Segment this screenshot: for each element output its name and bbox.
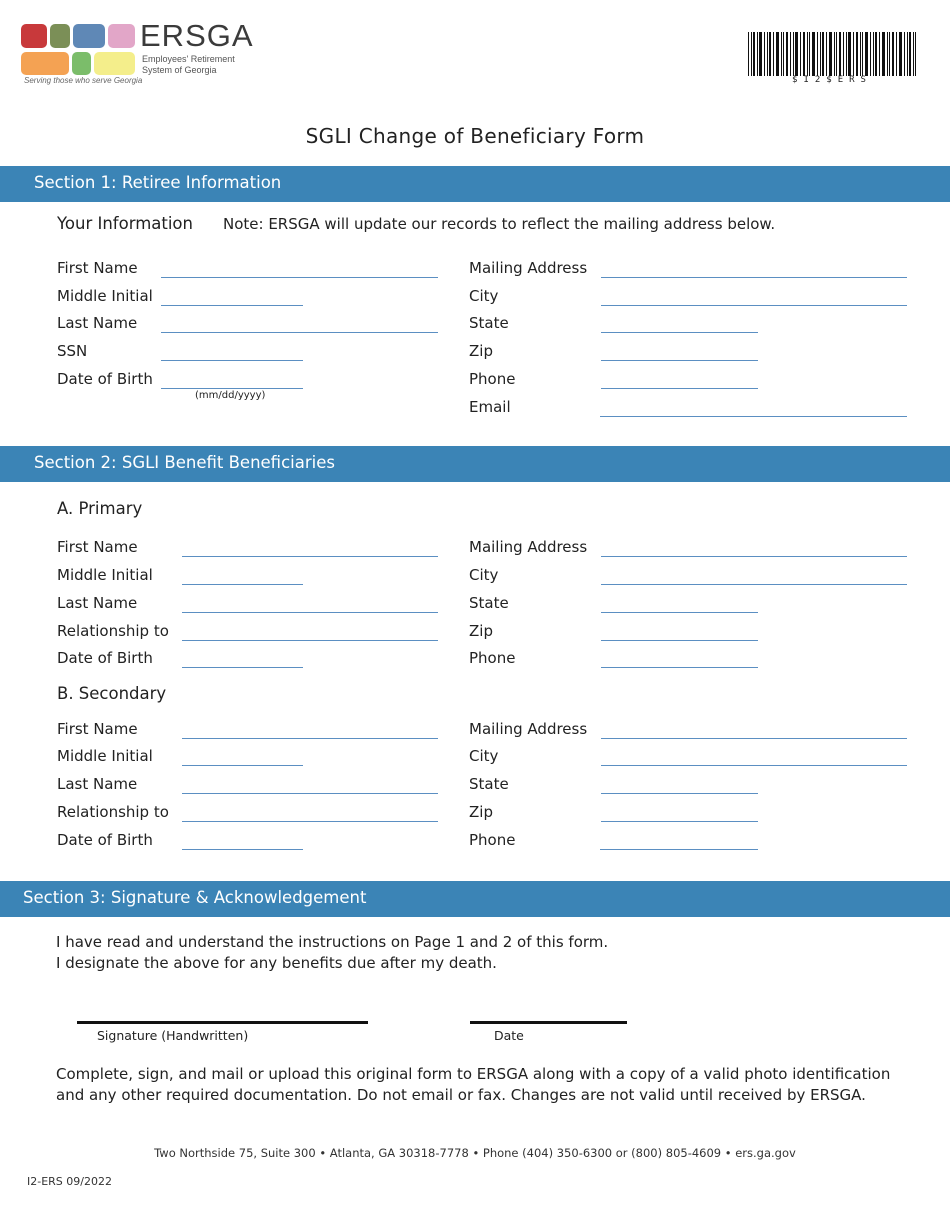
date-of-birth-field[interactable]	[161, 388, 303, 389]
field-label: Mailing Address	[469, 538, 588, 556]
logo-tile	[50, 24, 70, 48]
date-field[interactable]	[470, 1021, 627, 1024]
primary-middle-initial-field[interactable]	[182, 584, 303, 585]
primary-city-field[interactable]	[601, 584, 907, 585]
primary-mailing-address-field[interactable]	[601, 556, 907, 557]
field-label: Middle Initial	[57, 287, 153, 305]
first-name-field[interactable]	[161, 277, 438, 278]
logo-tile	[73, 24, 105, 48]
your-information-heading: Your Information	[57, 214, 193, 233]
secondary-last-name-field[interactable]	[182, 793, 438, 794]
logo-subtitle: Employees' Retirement System of Georgia	[142, 54, 235, 75]
email-field[interactable]	[600, 416, 907, 417]
phone-field[interactable]	[601, 388, 758, 389]
logo-tile	[94, 52, 135, 75]
secondary-relationship-field[interactable]	[182, 821, 438, 822]
secondary-zip-field[interactable]	[601, 821, 758, 822]
section-3-header: Section 3: Signature & Acknowledgement	[0, 881, 950, 917]
submission-instructions: Complete, sign, and mail or upload this original form to ERSGA along with a copy of a valid photo identification and any other required documentation. Do not email or fax. Changes are not valid until received by ERSGA.	[56, 1065, 891, 1104]
secondary-phone-field[interactable]	[600, 849, 758, 850]
primary-last-name-field[interactable]	[182, 612, 438, 613]
primary-state-field[interactable]	[601, 612, 758, 613]
logo-wordmark: ERSGA	[140, 18, 254, 53]
field-label: Middle Initial	[57, 747, 153, 765]
field-label: Zip	[469, 622, 493, 640]
secondary-first-name-field[interactable]	[182, 738, 438, 739]
secondary-city-field[interactable]	[601, 765, 907, 766]
city-field[interactable]	[601, 305, 907, 306]
field-label: Last Name	[57, 775, 138, 793]
ssn-field[interactable]	[161, 360, 303, 361]
field-label: City	[469, 747, 499, 765]
signature-caption: Signature (Handwritten)	[97, 1028, 249, 1043]
field-label: First Name	[57, 538, 138, 556]
field-label: Zip	[469, 342, 493, 360]
signature-field[interactable]	[77, 1021, 368, 1024]
field-label: Last Name	[57, 314, 138, 332]
primary-zip-field[interactable]	[601, 640, 758, 641]
field-label: Date of Birth	[57, 370, 153, 388]
last-name-field[interactable]	[161, 332, 438, 333]
field-label: First Name	[57, 720, 138, 738]
mailing-address-field[interactable]	[601, 277, 907, 278]
page-title: SGLI Change of Beneficiary Form	[305, 124, 645, 148]
field-label: City	[469, 566, 499, 584]
secondary-date-of-birth-field[interactable]	[182, 849, 303, 850]
section-2-header: Section 2: SGLI Benefit Beneficiaries	[0, 446, 950, 482]
zip-field[interactable]	[601, 360, 758, 361]
field-label: Zip	[469, 803, 493, 821]
acknowledgement-line-2: I designate the above for any benefits due after my death.	[56, 954, 497, 972]
field-label: Relationship to	[57, 803, 169, 821]
state-field[interactable]	[601, 332, 758, 333]
primary-phone-field[interactable]	[601, 667, 758, 668]
field-label: Phone	[469, 649, 516, 667]
date-caption: Date	[494, 1028, 524, 1043]
barcode	[748, 32, 916, 76]
field-label: Last Name	[57, 594, 138, 612]
acknowledgement-line-1: I have read and understand the instructions on Page 1 and 2 of this form.	[56, 933, 609, 951]
section-1-header: Section 1: Retiree Information	[0, 166, 950, 202]
secondary-state-field[interactable]	[601, 793, 758, 794]
secondary-middle-initial-field[interactable]	[182, 765, 303, 766]
field-label: Relationship to	[57, 622, 169, 640]
primary-first-name-field[interactable]	[182, 556, 438, 557]
logo-tile	[21, 52, 69, 75]
logo-tile	[108, 24, 135, 48]
field-label: Date of Birth	[57, 649, 153, 667]
field-label: State	[469, 314, 509, 332]
field-label: Mailing Address	[469, 259, 588, 277]
field-label: Mailing Address	[469, 720, 588, 738]
middle-initial-field[interactable]	[161, 305, 303, 306]
address-note: Note: ERSGA will update our records to reflect the mailing address below.	[223, 215, 776, 233]
primary-heading: A. Primary	[57, 499, 143, 518]
field-label: SSN	[57, 342, 88, 360]
field-label: Phone	[469, 370, 516, 388]
secondary-heading: B. Secondary	[57, 684, 167, 703]
field-label: Middle Initial	[57, 566, 153, 584]
field-label: State	[469, 594, 509, 612]
field-label: Email	[469, 398, 511, 416]
field-label: Phone	[469, 831, 516, 849]
field-label: First Name	[57, 259, 138, 277]
logo-tile	[72, 52, 91, 75]
field-label: City	[469, 287, 499, 305]
footer-address: Two Northside 75, Suite 300 • Atlanta, GA 30318-7778 • Phone (404) 350-6300 or (800) 805-4609 • ers.ga.gov	[154, 1146, 796, 1160]
barcode-text: $I2$ERS	[792, 75, 872, 85]
logo-tile	[21, 24, 47, 48]
field-label: State	[469, 775, 509, 793]
primary-date-of-birth-field[interactable]	[182, 667, 303, 668]
secondary-mailing-address-field[interactable]	[601, 738, 907, 739]
primary-relationship-field[interactable]	[182, 640, 438, 641]
form-code: I2-ERS 09/2022	[27, 1175, 112, 1188]
field-label: Date of Birth	[57, 831, 153, 849]
dob-format-hint: (mm/dd/yyyy)	[195, 390, 266, 401]
logo-tagline: Serving those who serve Georgia	[24, 76, 143, 85]
